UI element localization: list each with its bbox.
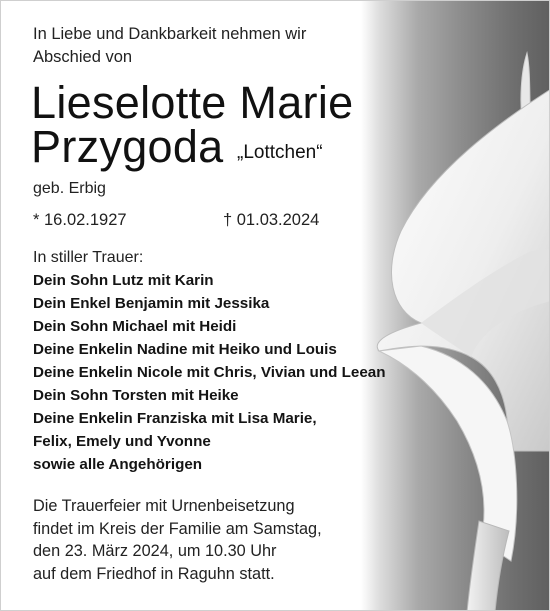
ceremony-line: Die Trauerfeier mit Urnenbeisetzung (33, 497, 295, 515)
intro-line-1: In Liebe und Dankbarkeit nehmen wir (33, 25, 307, 43)
birth-name: geb. Erbig (33, 180, 106, 197)
ceremony-line: findet im Kreis der Familie am Samstag, (33, 519, 322, 538)
mourner-line: Dein Sohn Torsten mit Heike (33, 387, 239, 404)
mourner-line: sowie alle Angehörigen (33, 456, 203, 473)
mourner-line: Deine Enkelin Franziska mit Lisa Marie, (33, 410, 317, 427)
name-line-2: Przygoda (31, 121, 224, 172)
intro-text (33, 23, 363, 69)
birth-date: * 16.02.1927 (33, 211, 127, 229)
mourner-line: Dein Enkel Benjamin mit Jessika (33, 295, 270, 312)
ceremony-line: den 23. März 2024, um 10.30 Uhr (33, 542, 277, 560)
name-line-1: Lieselotte Marie (31, 77, 354, 128)
mourner-line: Dein Sohn Michael mit Heidi (33, 318, 237, 335)
deceased-name (31, 77, 391, 172)
mourners-list (33, 269, 393, 476)
mourners-intro: In stiller Trauer: (33, 249, 144, 266)
text-column (1, 1, 550, 611)
mourner-line: Deine Enkelin Nadine mit Heiko und Louis (33, 341, 337, 358)
death-date: † 01.03.2024 (223, 211, 320, 229)
ceremony-details (33, 495, 373, 585)
mourner-line: Deine Enkelin Nicole mit Chris, Vivian und Leean (33, 364, 386, 381)
mourner-line: Felix, Emely und Yvonne (33, 433, 211, 450)
nickname: „Lottchen“ (237, 142, 323, 163)
mourner-line: Dein Sohn Lutz mit Karin (33, 272, 214, 289)
ceremony-line: auf dem Friedhof in Raguhn statt. (33, 564, 275, 583)
intro-line-2: Abschied von (33, 48, 133, 66)
